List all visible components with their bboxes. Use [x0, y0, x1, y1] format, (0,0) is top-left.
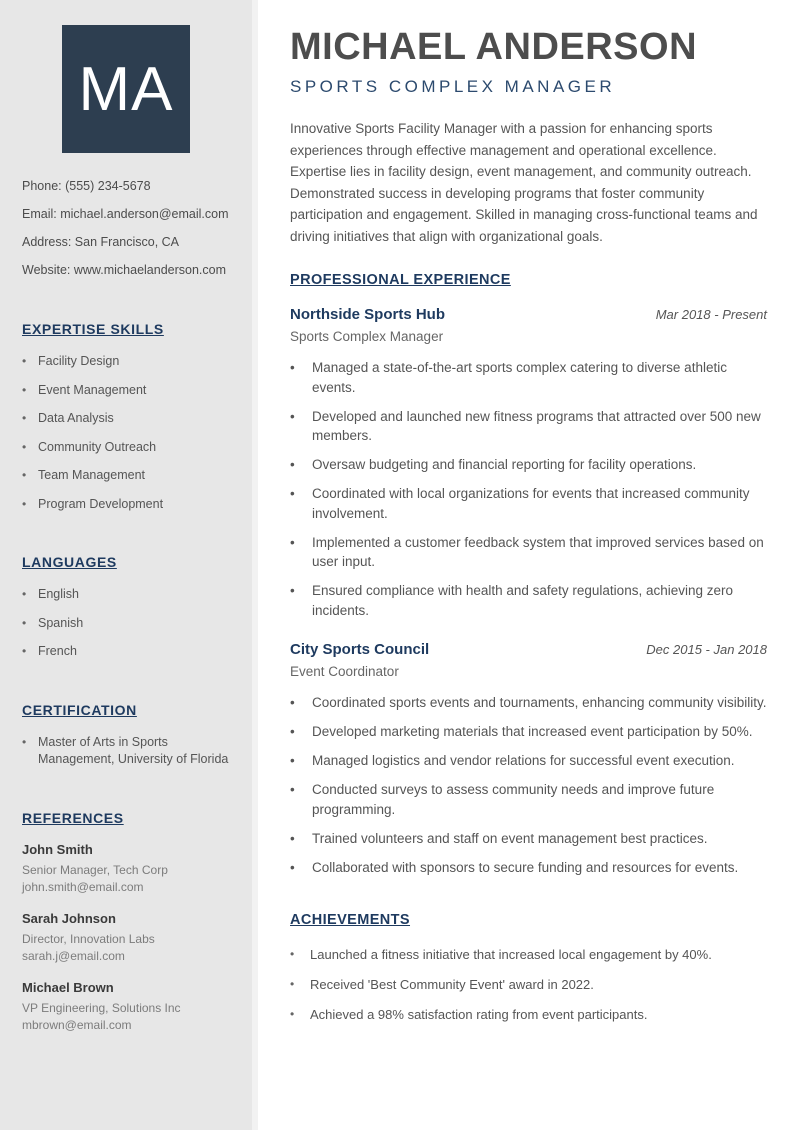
bullet-text: Conducted surveys to assess community needs and improve future programming. [312, 782, 715, 817]
bullet-text: Implemented a customer feedback system that improved services based on user input. [312, 534, 764, 569]
bullet-icon: • [290, 408, 295, 424]
list-item [22, 496, 230, 514]
skills-heading: EXPERTISE SKILLS [22, 321, 164, 337]
monogram-initials: MA [78, 54, 174, 124]
contact-address: Address: San Francisco, CA [22, 235, 180, 249]
experience-entry [290, 641, 767, 877]
list-item [290, 751, 767, 771]
achievements-list [290, 945, 767, 1025]
achievements-heading: ACHIEVEMENTS [290, 911, 411, 928]
bullet-icon: • [290, 457, 295, 472]
experience-entry [290, 306, 767, 620]
bullet-icon: • [290, 534, 295, 550]
bullet-icon: • [22, 468, 27, 482]
list-item [290, 829, 767, 849]
experience-heading: PROFESSIONAL EXPERIENCE [290, 272, 511, 288]
languages-list [22, 586, 230, 661]
list-item [290, 693, 767, 713]
reference-name: John Smith [22, 841, 93, 857]
language-label: Spanish [38, 615, 84, 630]
list-item [22, 353, 230, 371]
bullet-text: Coordinated sports events and tournaments, enhancing community visibility. [312, 695, 767, 710]
bullet-icon: • [290, 782, 295, 797]
bullet-icon: • [22, 615, 27, 630]
bullet-icon: • [290, 583, 295, 598]
skills-list [22, 353, 230, 513]
achievement-text: Achieved a 98% satisfaction rating from event participants. [310, 1006, 648, 1022]
candidate-title: SPORTS COMPLEX MANAGER [290, 77, 616, 96]
bullet-icon: • [290, 976, 295, 991]
bullet-text: Oversaw budgeting and financial reporting for facility operations. [312, 457, 697, 472]
certification-label: Master of Arts in Sports Management, University of Florida [38, 734, 229, 766]
summary-paragraph: Innovative Sports Facility Manager with a passion for enhancing sports experiences through effective management and operational excellence. Expertise lies in facility design, event management, and community outreach. Demonstrated success in developing programs that foster community participation and engagement. Skilled in managing cross-functional teams and driving initiatives that align with organizational goals. [290, 121, 758, 244]
reference-email: john.smith@email.com [22, 879, 144, 894]
list-item [290, 484, 767, 523]
sidebar [0, 0, 258, 1130]
bullet-icon: • [22, 496, 27, 511]
list-item [290, 533, 767, 572]
list-item [290, 407, 767, 446]
list-item [22, 410, 230, 428]
contact-info [22, 179, 230, 278]
reference-role: Director, Innovation Labs [22, 931, 155, 946]
skills-section [22, 291, 230, 513]
bullet-icon: • [290, 724, 295, 739]
contact-website: Website: www.michaelanderson.com [22, 263, 227, 277]
list-item [22, 467, 230, 485]
list-item [290, 780, 767, 819]
job-role: Event Coordinator [290, 664, 399, 679]
list-item [22, 586, 230, 604]
main-content [258, 0, 800, 1130]
bullet-icon: • [22, 734, 27, 749]
references-section [22, 780, 230, 1034]
bullet-text: Trained volunteers and staff on event management best practices. [312, 830, 708, 846]
candidate-name: MICHAEL ANDERSON [290, 26, 698, 68]
languages-heading: LANGUAGES [22, 554, 117, 570]
certification-list [22, 734, 230, 769]
bullet-icon: • [290, 830, 295, 846]
list-item [22, 615, 230, 633]
company-name: Northside Sports Hub [290, 306, 446, 323]
reference-email: sarah.j@email.com [22, 948, 125, 963]
bullet-icon: • [22, 382, 27, 397]
reference-name: Michael Brown [22, 979, 114, 995]
job-role: Sports Complex Manager [290, 329, 444, 344]
bullet-text: Ensured compliance with health and safety regulations, achieving zero incidents. [312, 583, 733, 618]
monogram-avatar [62, 25, 190, 153]
list-item [22, 643, 230, 661]
reference-role: VP Engineering, Solutions Inc [22, 1000, 181, 1015]
list-item [290, 858, 767, 878]
reference-email: mbrown@email.com [22, 1017, 132, 1032]
job-dates: Mar 2018 - Present [655, 307, 767, 322]
reference-name: Sarah Johnson [22, 910, 116, 926]
skill-label: Community Outreach [38, 439, 157, 454]
bullet-icon: • [290, 753, 295, 768]
references-heading: REFERENCES [22, 809, 124, 826]
achievement-text: Received 'Best Community Event' award in 2022. [310, 976, 594, 992]
list-item [290, 945, 767, 965]
list-item [290, 455, 767, 475]
job-header [290, 641, 767, 658]
bullet-text: Developed and launched new fitness programs that attracted over 500 new members. [312, 408, 761, 443]
bullet-icon: • [22, 354, 27, 368]
language-label: English [38, 587, 79, 601]
list-item [290, 358, 767, 397]
company-name: City Sports Council [290, 641, 430, 658]
list-item [290, 722, 767, 742]
list-item [22, 382, 230, 400]
bullet-icon: • [290, 946, 295, 961]
bullet-text: Developed marketing materials that increased event participation by 50%. [312, 724, 753, 739]
bullet-icon: • [22, 411, 27, 425]
list-item [290, 1005, 767, 1025]
bullet-icon: • [290, 486, 295, 501]
languages-section [22, 524, 230, 661]
list-item [22, 734, 230, 769]
bullet-text: Managed a state-of-the-art sports complex catering to diverse athletic events. [312, 360, 727, 395]
bullet-icon: • [290, 859, 295, 875]
certification-heading: CERTIFICATION [22, 701, 137, 718]
contact-phone: Phone: (555) 234-5678 [22, 179, 151, 193]
bullet-icon: • [290, 360, 295, 375]
bullet-icon: • [22, 587, 27, 601]
reference-entry [22, 980, 230, 1034]
skill-label: Facility Design [38, 354, 120, 368]
skill-label: Team Management [38, 468, 146, 482]
bullet-text: Coordinated with local organizations for events that increased community involvement. [312, 486, 750, 521]
reference-role: Senior Manager, Tech Corp [22, 862, 168, 877]
skill-label: Event Management [38, 382, 147, 397]
reference-entry [22, 911, 230, 965]
list-item [290, 975, 767, 995]
contact-email: Email: michael.anderson@email.com [22, 207, 229, 221]
skill-label: Data Analysis [38, 411, 114, 425]
reference-entry [22, 842, 230, 896]
bullet-icon: • [290, 1006, 295, 1021]
list-item [290, 581, 767, 620]
job-bullet-list [290, 693, 767, 877]
language-label: French [38, 644, 77, 658]
list-item [22, 439, 230, 457]
skill-label: Program Development [38, 496, 164, 511]
bullet-icon: • [290, 695, 295, 710]
certification-section [22, 672, 230, 769]
bullet-text: Collaborated with sponsors to secure funding and resources for events. [312, 859, 739, 875]
bullet-text: Managed logistics and vendor relations for successful event execution. [312, 753, 735, 768]
job-header [290, 306, 767, 323]
bullet-icon: • [22, 439, 27, 454]
job-bullet-list [290, 358, 767, 620]
job-dates: Dec 2015 - Jan 2018 [646, 642, 767, 657]
achievement-text: Launched a fitness initiative that increased local engagement by 40%. [310, 946, 712, 962]
bullet-icon: • [22, 644, 27, 658]
